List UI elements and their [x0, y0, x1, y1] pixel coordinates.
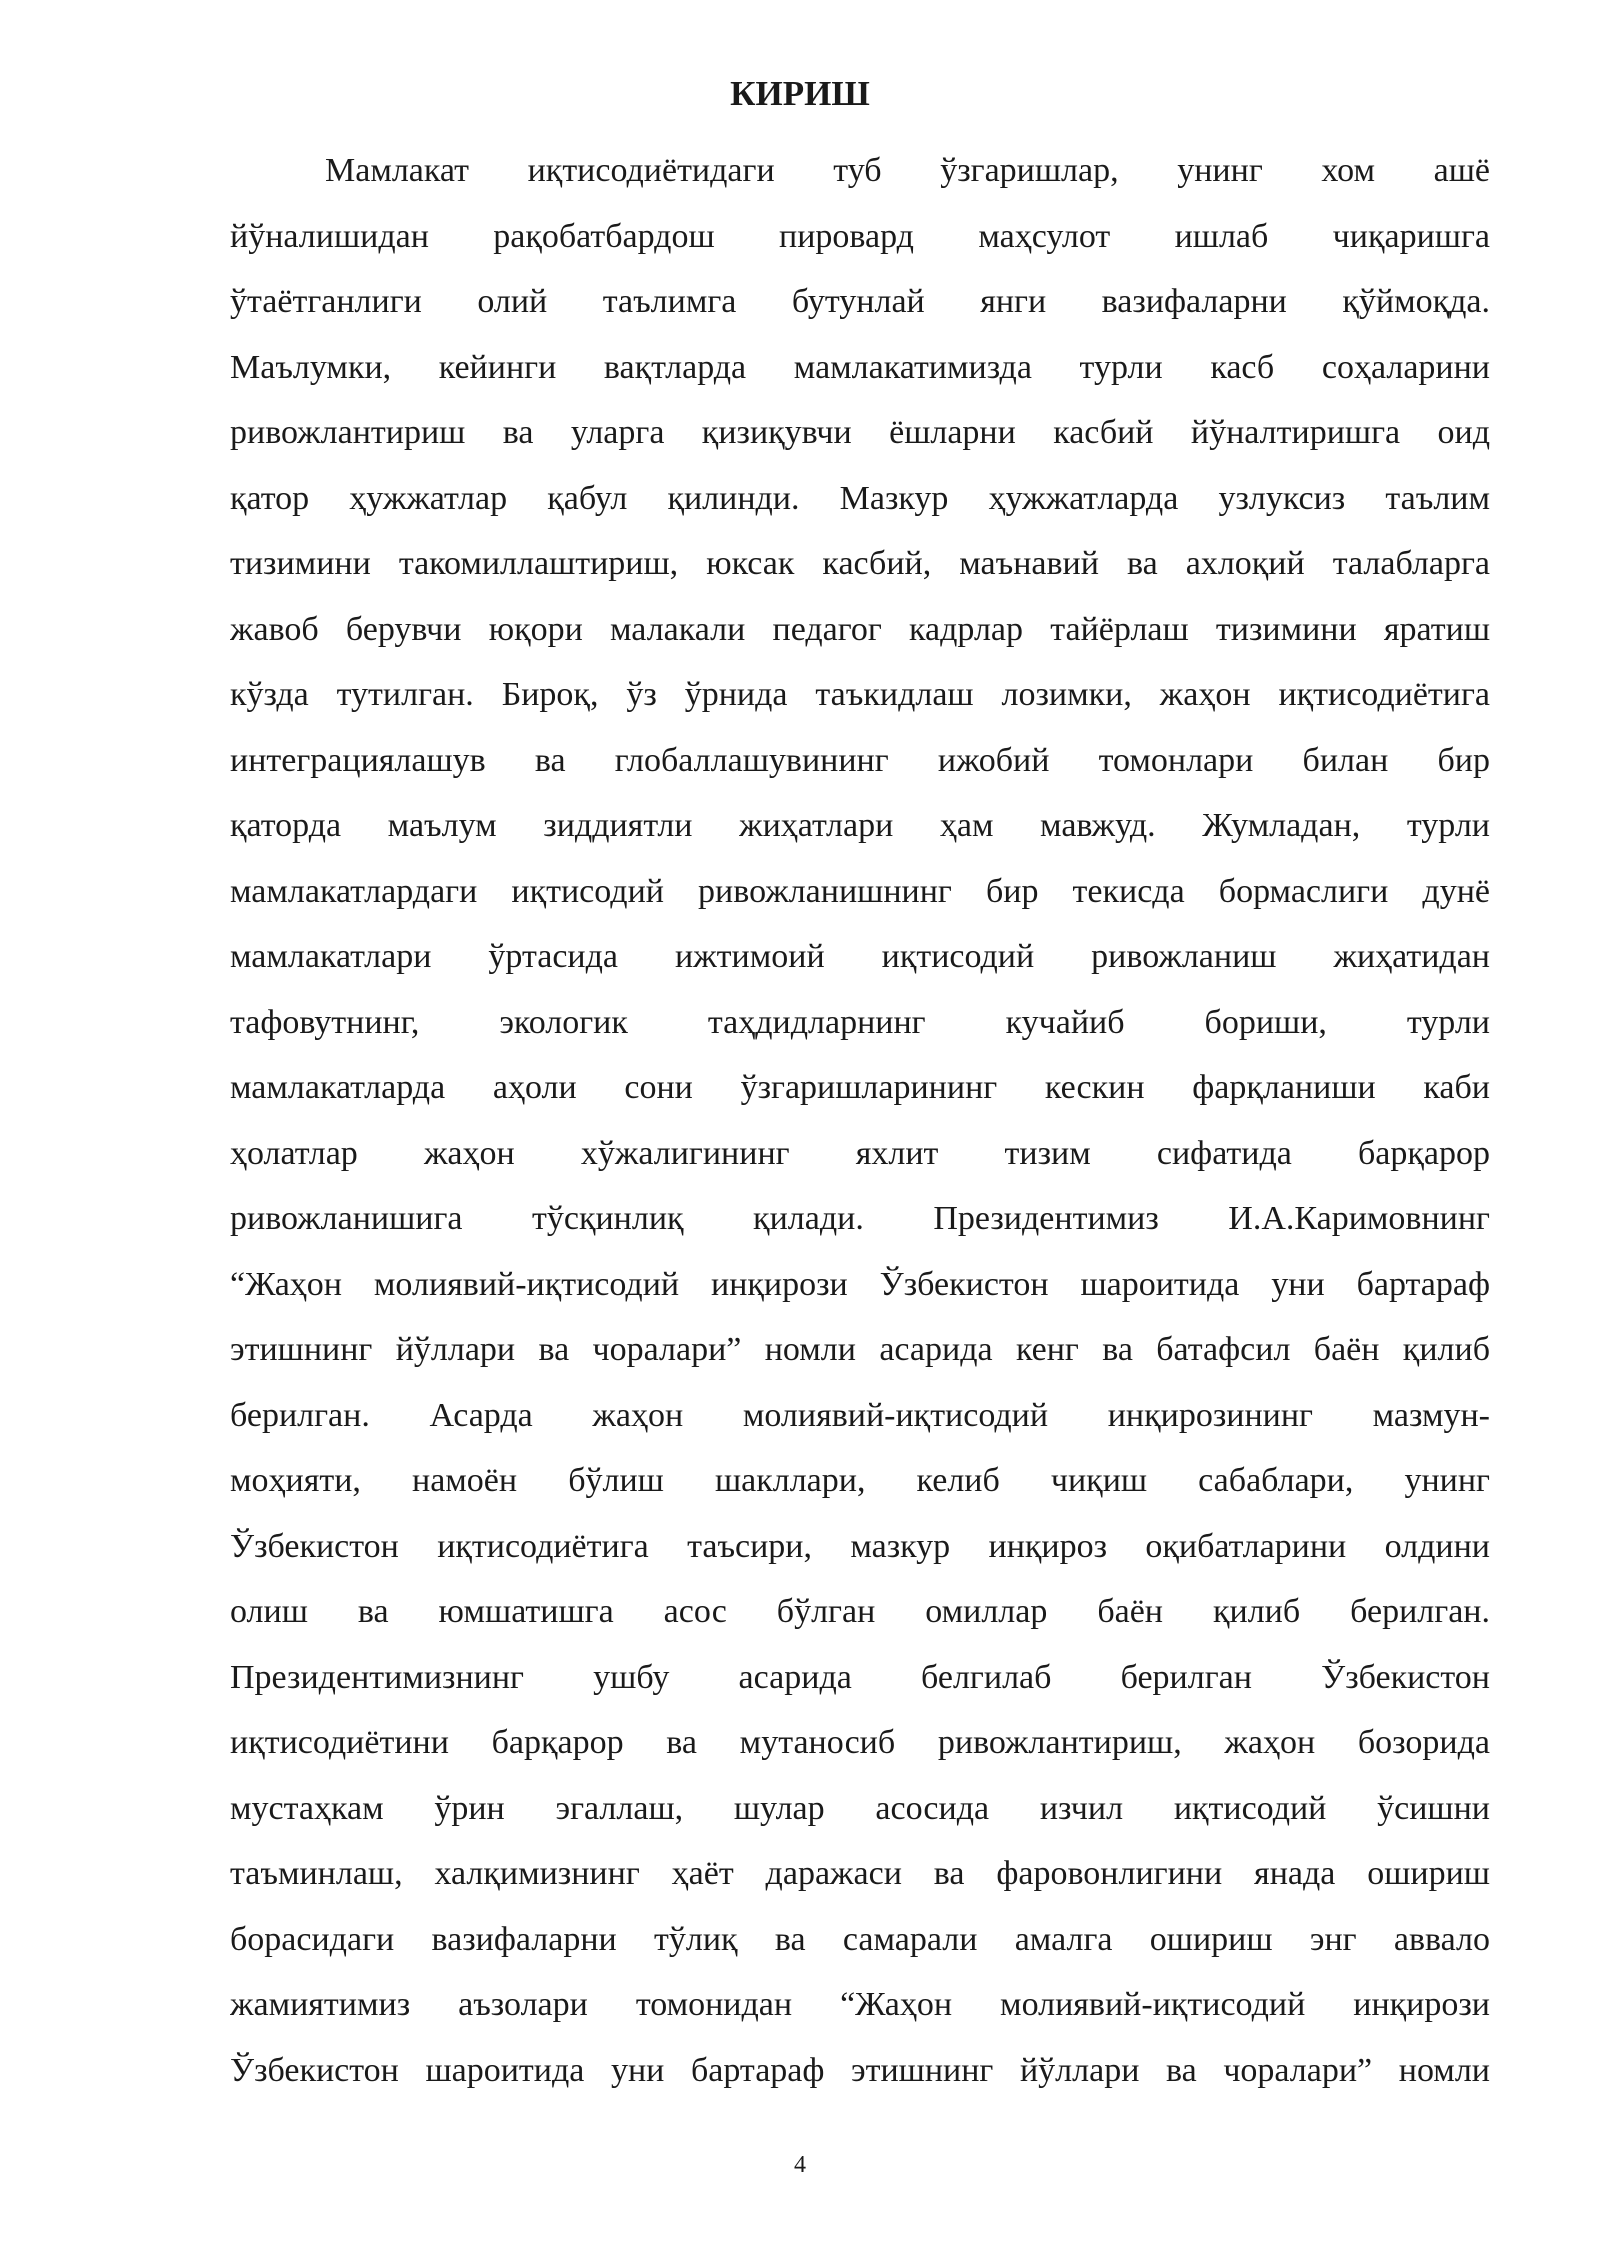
text-line: борасидаги вазифаларни тўлиқ ва самарали амалга ошириш энг аввало: [230, 1920, 1490, 1958]
text-line: жавоб берувчи юқори малакали педагог кадрлар тайёрлаш тизимини яратиш: [230, 610, 1490, 648]
text-line: иқтисодиётини барқарор ва мутаносиб ривожлантириш, жаҳон бозорида: [230, 1724, 1490, 1761]
text-line: Ўзбекистон шароитида уни бартараф этишнинг йўллари ва чоралари” номли: [230, 2051, 1490, 2089]
page-title: КИРИШ: [730, 74, 870, 113]
text-line: этишнинг йўллари ва чоралари” номли асарида кенг ва батафсил баён қилиб: [230, 1331, 1490, 1368]
body-paragraph: [230, 138, 1490, 2103]
text-line: Президентимизнинг ушбу асарида белгилаб берилган Ўзбекистон: [230, 1658, 1490, 1696]
text-line: қаторда маълум зиддиятли жиҳатлари ҳам мавжуд. Жумладан, турли: [230, 807, 1490, 844]
text-line: мустаҳкам ўрин эгаллаш, шулар асосида изчил иқтисодий ўсишни: [230, 1789, 1490, 1827]
text-line: йўналишидан рақобатбардош пировард маҳсулот ишлаб чиқаришга: [230, 217, 1490, 255]
text-line: Ўзбекистон иқтисодиётига таъсири, мазкур инқироз оқибатларини олдини: [230, 1527, 1490, 1565]
text-line: тафовутнинг, экологик таҳдидларнинг кучайиб бориши, турли: [230, 1003, 1490, 1041]
text-line: тизимини такомиллаштириш, юксак касбий, маънавий ва ахлоқий талабларга: [230, 545, 1490, 582]
text-line: ҳолатлар жаҳон хўжалигининг яхлит тизим сифатида барқарор: [230, 1134, 1490, 1172]
text-line: ривожлантириш ва уларга қизиқувчи ёшларни касбий йўналтиришга оид: [230, 414, 1490, 451]
text-line: ривожланишига тўсқинлиқ қилади. Президентимиз И.А.Каримовнинг: [230, 1200, 1490, 1237]
text-line: интеграциялашув ва глобаллашувининг ижобий томонлари билан бир: [230, 741, 1490, 779]
text-line: жамиятимиз аъзолари томонидан “Жаҳон молиявий-иқтисодий инқирози: [230, 1986, 1490, 2023]
text-line: “Жаҳон молиявий-иқтисодий инқирози Ўзбекистон шароитида уни бартараф: [230, 1265, 1490, 1303]
text-line: моҳияти, намоён бўлиш шакллари, келиб чиқиш сабаблари, унинг: [230, 1462, 1490, 1499]
text-line: кўзда тутилган. Бироқ, ўз ўрнида таъкидлаш лозимки, жаҳон иқтисодиётига: [230, 676, 1490, 713]
text-line: олиш ва юмшатишга асос бўлган омиллар баён қилиб берилган.: [230, 1593, 1490, 1630]
text-line: қатор ҳужжатлар қабул қилинди. Мазкур ҳужжатларда узлуксиз таълим: [230, 479, 1490, 517]
text-line: Мамлакат иқтисодиётидаги туб ўзгаришлар, унинг хом ашё: [325, 152, 1490, 189]
text-line: мамлакатлардаги иқтисодий ривожланишнинг бир текисда бормаслиги дунё: [230, 872, 1490, 910]
text-line: мамлакатлари ўртасида ижтимоий иқтисодий ривожланиш жиҳатидан: [230, 938, 1490, 975]
text-line: берилган. Асарда жаҳон молиявий-иқтисодий инқирозининг мазмун-: [230, 1396, 1490, 1434]
text-line: ўтаётганлиги олий таълимга бутунлай янги вазифаларни қўймоқда.: [230, 283, 1490, 320]
text-line: таъминлаш, халқимизнинг ҳаёт даражаси ва фаровонлигини янада ошириш: [230, 1855, 1490, 1892]
text-line: мамлакатларда аҳоли сони ўзгаришларининг кескин фарқланиши каби: [230, 1069, 1490, 1106]
page-number: 4: [794, 2152, 806, 2178]
text-line: Маълумки, кейинги вақтларда мамлакатимизда турли касб соҳаларини: [230, 348, 1490, 386]
